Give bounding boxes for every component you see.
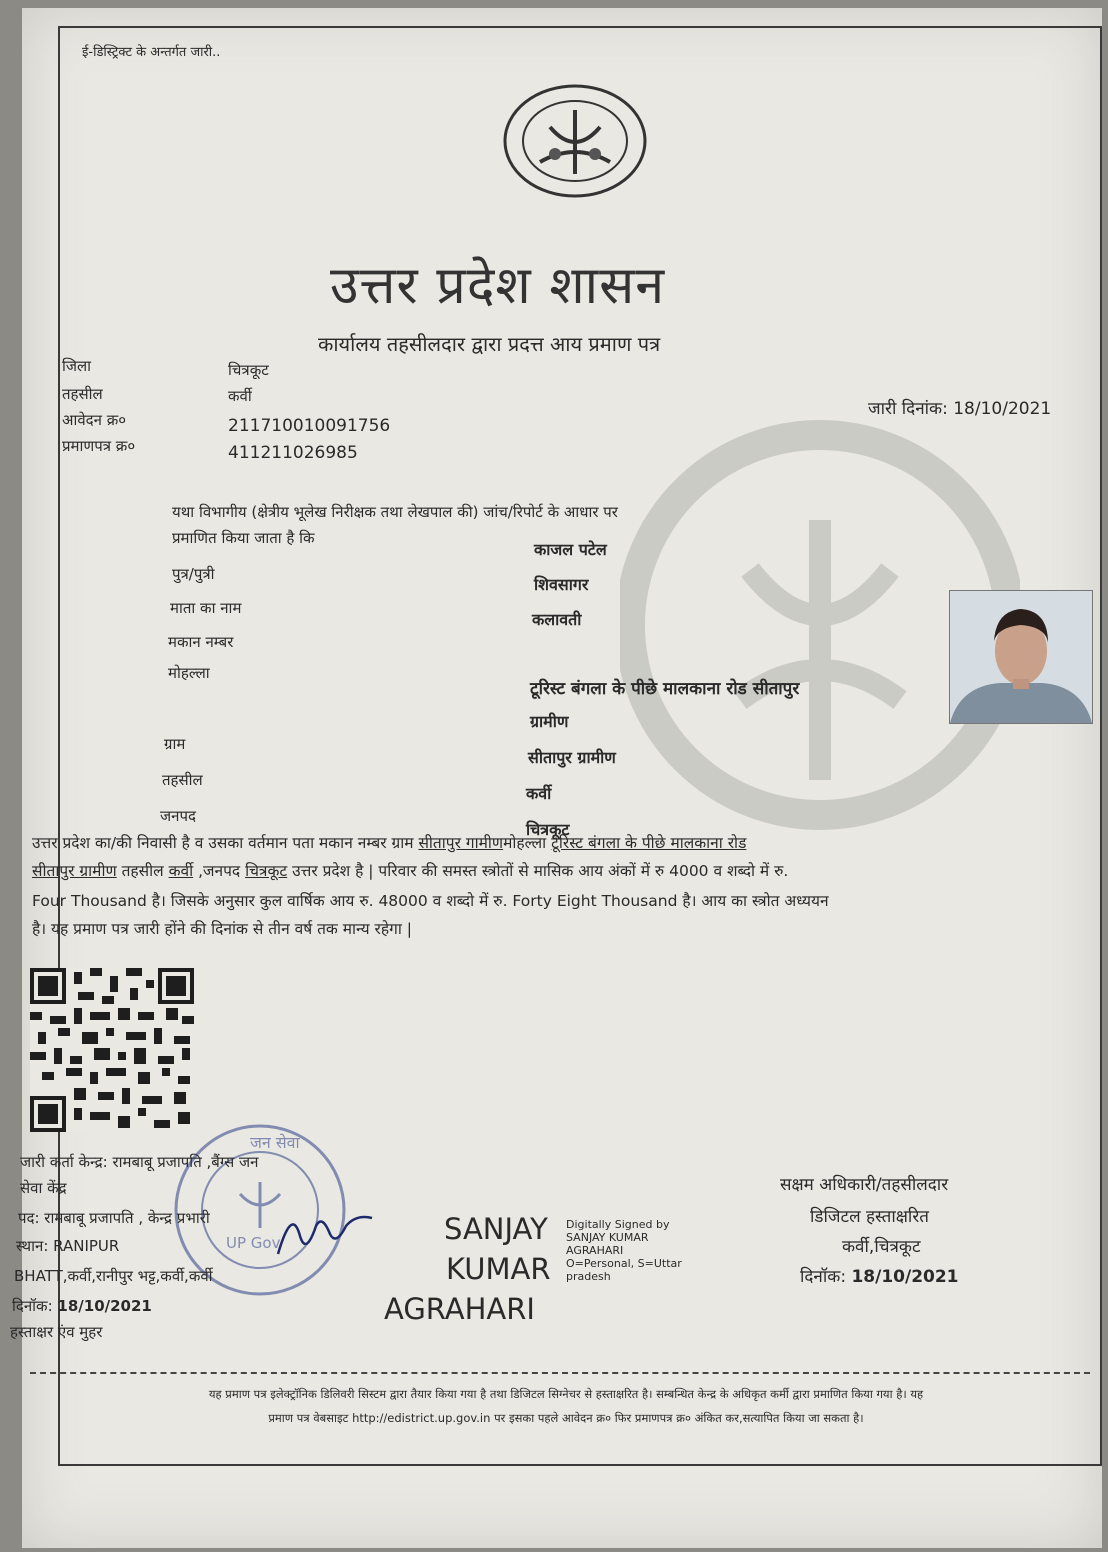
government-title: उत्तर प्रदेश शासन	[330, 256, 666, 316]
issuer-post: पद: रामबाबू प्रजापति , केन्द्र प्रभारी	[18, 1209, 210, 1227]
handwritten-signature	[270, 1196, 380, 1266]
dsig-line: pradesh	[566, 1270, 611, 1283]
body-mohalla: टूरिस्ट बंगला के पीछे मालकाना रोड	[551, 834, 747, 852]
applicant-photo	[949, 590, 1093, 724]
body-village: सीतापुर गामीण	[418, 834, 504, 852]
body-text: ,जनपद	[193, 862, 246, 880]
body-text: तहसील	[116, 862, 169, 880]
body-text: मोहल्ला	[503, 834, 552, 852]
father-name: शिवसागर	[534, 575, 589, 594]
details-tehsil-label: तहसील	[162, 771, 203, 789]
digital-signature-info	[566, 1218, 682, 1283]
mother-label: माता का नाम	[170, 599, 242, 617]
authority-line-3: कर्वी,चित्रकूट	[842, 1237, 921, 1257]
details-district-value: चित्रकूट	[526, 820, 570, 839]
signer-name-line-1: SANJAY	[444, 1212, 548, 1246]
issuer-center-line-1: जारी कर्ता केन्द्र: रामबाबू प्रजापति ,बैंग्स जन	[20, 1153, 259, 1171]
intro-line-1: यथा विभागीय (क्षेत्रीय भूलेख निरीक्षक तथा लेखपाल की) जांच/रिपोर्ट के आधार पर	[172, 503, 618, 521]
authority-date	[800, 1264, 959, 1287]
village-label: ग्राम	[164, 735, 186, 753]
village-value: सीतापुर ग्रामीण	[528, 748, 616, 767]
authority-date-value: 18/10/2021	[851, 1267, 959, 1287]
footer-line-2: प्रमाण पत्र वेबसाइट http://edistrict.up.gov.in पर इसका पहले आवेदन क्र० फिर प्रमाणपत्र क्र० अंकित कर,सत्यापित किया जा सकता है।	[268, 1411, 864, 1425]
tehsil-label: तहसील	[62, 385, 103, 403]
certificate-label: प्रमाणपत्र क्र०	[62, 437, 136, 455]
dsig-line: AGRAHARI	[566, 1244, 624, 1257]
issuer-sign-label: हस्ताक्षर एंव मुहर	[10, 1323, 103, 1341]
footer-line-1: यह प्रमाण पत्र इलेक्ट्रॉनिक डिलिवरी सिस्टम द्वारा तैयार किया गया है तथा डिजिटल सिग्नेचर से हस्ताक्षरित है। सम्बन्धित केन्द्र के अधिकृत कर्मी द्वारा प्रमाणित किया गया है। यह	[208, 1387, 924, 1401]
issuer-center-line-2: सेवा केंद्र	[20, 1179, 67, 1197]
mohalla-value-2: ग्रामीण	[530, 712, 569, 731]
tehsil-value: कर्वी	[228, 387, 252, 405]
district-value: चित्रकूट	[228, 361, 269, 379]
seal-text-mid: UP Gov	[226, 1234, 281, 1252]
body-line-2	[32, 858, 1092, 885]
issuer-date-label: दिनॉक:	[12, 1297, 58, 1315]
body-district: चित्रकूट	[245, 862, 288, 880]
issuer-place-line-1: स्थान: RANIPUR	[16, 1237, 120, 1255]
applicant-name: काजल पटेल	[534, 540, 607, 559]
issuer-date	[12, 1296, 152, 1316]
issuer-date-value: 18/10/2021	[57, 1297, 152, 1315]
mohalla-label: मोहल्ला	[168, 664, 210, 682]
dsig-line: SANJAY KUMAR	[566, 1231, 649, 1244]
issuer-place-line-2: BHATT,कर्वी,रानीपुर भट्ट,कर्वी,कर्वी	[14, 1267, 213, 1285]
body-line-4: है। यह प्रमाण पत्र जारी होंने की दिनांक से तीन वर्ष तक मान्य रहेगा |	[32, 920, 413, 938]
house-label: मकान नम्बर	[168, 633, 234, 651]
certificate-number: 411211026985	[228, 443, 358, 463]
signer-name-line-3: AGRAHARI	[384, 1292, 535, 1326]
details-district-label: जनपद	[160, 807, 196, 825]
authority-date-label: दिनॉक:	[800, 1267, 852, 1287]
authority-line-1: सक्षम अधिकारी/तहसीलदार	[780, 1175, 949, 1195]
qr-code	[30, 968, 194, 1132]
issue-date: जारी दिनांक: 18/10/2021	[868, 399, 1052, 419]
body-text: उत्तर प्रदेश का/की निवासी है व उसका वर्तमान पता मकान नम्बर ग्राम	[32, 834, 419, 852]
body-line-1	[32, 830, 1092, 857]
body-village-2: सीतापुर ग्रामीण	[32, 862, 117, 880]
mother-name: कलावती	[532, 610, 582, 629]
footer-divider	[30, 1372, 1090, 1374]
details-tehsil-value: कर्वी	[526, 784, 552, 803]
issued-under-text: ई-डिस्ट्रिक्ट के अन्तर्गत जारी..	[82, 45, 221, 60]
body-text: उत्तर प्रदेश है | परिवार की समस्त स्त्रोतों से मासिक आय अंकों में रु 4000 व शब्दो में रु.	[287, 862, 789, 880]
application-label: आवेदन क्र०	[62, 411, 127, 429]
up-government-emblem	[500, 82, 650, 200]
body-tehsil: कर्वी	[168, 862, 194, 880]
dsig-line: O=Personal, S=Uttar	[566, 1257, 682, 1270]
seal-text-top: जन सेवा	[250, 1133, 300, 1152]
signer-name-line-2: KUMAR	[446, 1252, 551, 1286]
dsig-line: Digitally Signed by	[566, 1218, 670, 1231]
district-label: जिला	[62, 357, 92, 375]
body-line-3: Four Thousand है। जिसके अनुसार कुल वार्षिक आय रु. 48000 व शब्दो में रु. Forty Eight Thousand है। आय का स्त्रोत अध्ययन	[32, 892, 829, 910]
mohalla-value-1: टूरिस्ट बंगला के पीछे मालकाना रोड सीतापुर	[530, 679, 800, 699]
intro-line-2: प्रमाणित किया जाता है कि	[172, 529, 315, 547]
authority-line-2: डिजिटल हस्ताक्षरित	[810, 1207, 929, 1227]
certificate-subtitle: कार्यालय तहसीलदार द्वारा प्रदत्त आय प्रमाण पत्र	[318, 332, 661, 356]
child-of-label: पुत्र/पुत्री	[172, 565, 215, 583]
application-number: 211710010091756	[228, 416, 391, 436]
